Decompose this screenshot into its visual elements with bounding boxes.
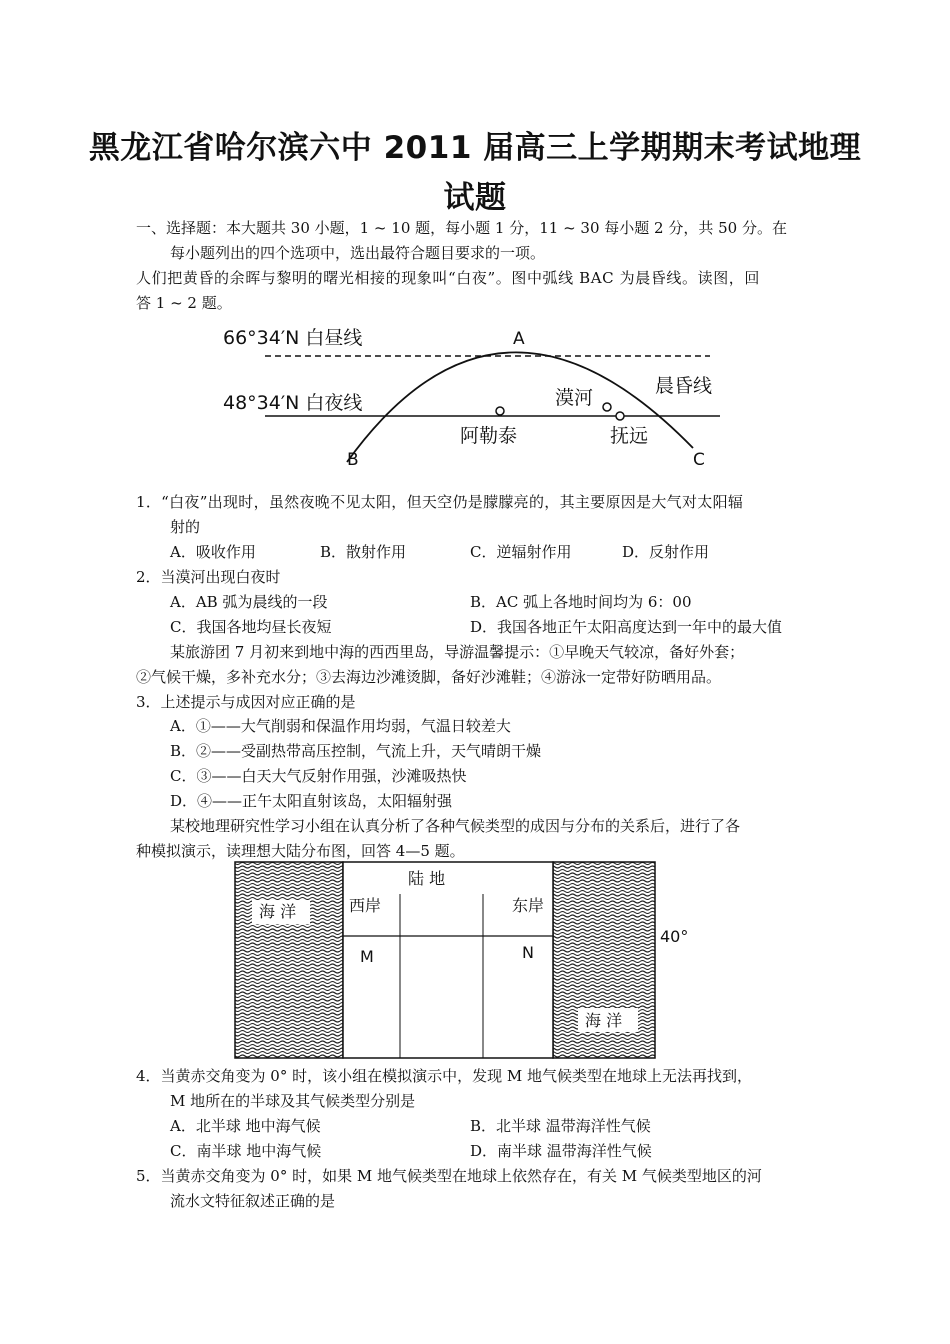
page-title-line2: 试题 <box>443 180 507 216</box>
q4-option-b: B．北半球 温带海洋性气候 <box>470 1117 651 1135</box>
terminator-diagram <box>215 320 735 475</box>
q4-option-c: C．南半球 地中海气候 <box>170 1142 322 1160</box>
q4-option-a: A．北半球 地中海气候 <box>170 1117 321 1135</box>
q2-option-a: A．AB 弧为晨线的一段 <box>170 593 328 611</box>
point-b-label: B <box>347 450 359 470</box>
q1-option-b: B．散射作用 <box>320 543 407 561</box>
left-ocean-label: 海 洋 <box>259 902 297 921</box>
q1-option-d: D．反射作用 <box>622 543 710 561</box>
q1-option-a: A．吸收作用 <box>170 543 256 561</box>
altay-label: 阿勒泰 <box>460 425 518 447</box>
altay-point <box>496 407 504 415</box>
right-ocean-label: 海 洋 <box>585 1011 623 1030</box>
intro-continent: 某校地理研究性学习小组在认真分析了各种气候类型的成因与分布的关系后，进行了各 <box>170 817 741 835</box>
section-instruction-cont: 每小题列出的四个选项中，选出最符合题目要求的一项。 <box>170 244 546 262</box>
lat-40-label: 40° <box>660 927 689 946</box>
intro-continent-cont: 种模拟演示，读理想大陆分布图，回答 4—5 题。 <box>136 842 465 860</box>
question-1-stem: 1．“白夜”出现时，虽然夜晚不见太阳，但天空仍是朦朦亮的，其主要原因是大气对太阳辐 <box>136 493 744 511</box>
question-4-stem: 4．当黄赤交角变为 0° 时，该小组在模拟演示中，发现 M 地气候类型在地球上无法再找到， <box>136 1067 753 1085</box>
land-label: 陆 地 <box>408 869 446 888</box>
mohe-point <box>603 403 611 411</box>
terminator-label: 晨昏线 <box>655 375 713 397</box>
q2-option-d: D．我国各地正午太阳高度达到一年中的最大值 <box>470 618 783 636</box>
mohe-label: 漠河 <box>555 387 594 409</box>
intro-white-night: 人们把黄昏的余晖与黎明的曙光相接的现象叫“白夜”。图中弧线 BAC 为晨昏线。读图，回 <box>136 269 761 287</box>
question-5-stem: 5．当黄赤交角变为 0° 时，如果 M 地气候类型在地球上依然存在，有关 M 气候类型地区的河 <box>136 1167 762 1185</box>
point-m-label: M <box>360 947 374 966</box>
east-coast-label: 东岸 <box>512 896 545 915</box>
intro-white-night-cont: 答 1 ~ 2 题。 <box>136 294 232 312</box>
question-4-stem-cont: M 地所在的半球及其气候类型分别是 <box>170 1092 416 1110</box>
q3-option-a: A．①——大气削弱和保温作用均弱，气温日较差大 <box>170 717 511 735</box>
question-3-stem: 3．上述提示与成因对应正确的是 <box>136 693 356 711</box>
intro-sicily: 某旅游团 7 月初来到地中海的西西里岛，导游温馨提示：①早晚天气较凉，备好外套； <box>170 643 745 661</box>
fuyuan-point <box>616 412 624 420</box>
lat-48-label: 48°34′N 白夜线 <box>223 392 363 414</box>
left-ocean <box>235 862 343 1058</box>
ideal-continent-diagram <box>230 858 700 1063</box>
question-5-stem-cont: 流水文特征叙述正确的是 <box>170 1192 336 1210</box>
west-coast-label: 西岸 <box>349 896 382 915</box>
q4-option-d: D．南半球 温带海洋性气候 <box>470 1142 652 1160</box>
page-title: 黑龙江省哈尔滨六中 2011 届高三上学期期末考试地理 <box>88 130 862 166</box>
intro-sicily-cont: ②气候干燥，多补充水分；③去海边沙滩烫脚，备好沙滩鞋；④游泳一定带好防晒用品。 <box>136 668 722 686</box>
q1-option-c: C．逆辐射作用 <box>470 543 572 561</box>
q3-option-c: C．③——白天大气反射作用强，沙滩吸热快 <box>170 767 467 785</box>
point-a-label: A <box>513 329 525 349</box>
q3-option-d: D．④——正午太阳直射该岛，太阳辐射强 <box>170 792 453 810</box>
q2-option-c: C．我国各地均昼长夜短 <box>170 618 332 636</box>
point-n-label: N <box>522 943 534 962</box>
q3-option-b: B．②——受副热带高压控制，气流上升，天气晴朗干燥 <box>170 742 542 760</box>
question-2-stem: 2．当漠河出现白夜时 <box>136 568 281 586</box>
q2-option-b: B．AC 弧上各地时间均为 6：00 <box>470 593 692 611</box>
fuyuan-label: 抚远 <box>610 425 649 447</box>
lat-66-label: 66°34′N 白昼线 <box>223 327 363 349</box>
section-instruction: 一、选择题：本大题共 30 小题，1 ~ 10 题，每小题 1 分，11 ~ 30 每小题 2 分，共 50 分。在 <box>136 219 787 237</box>
question-1-stem-cont: 射的 <box>170 518 201 536</box>
point-c-label: C <box>693 450 705 470</box>
